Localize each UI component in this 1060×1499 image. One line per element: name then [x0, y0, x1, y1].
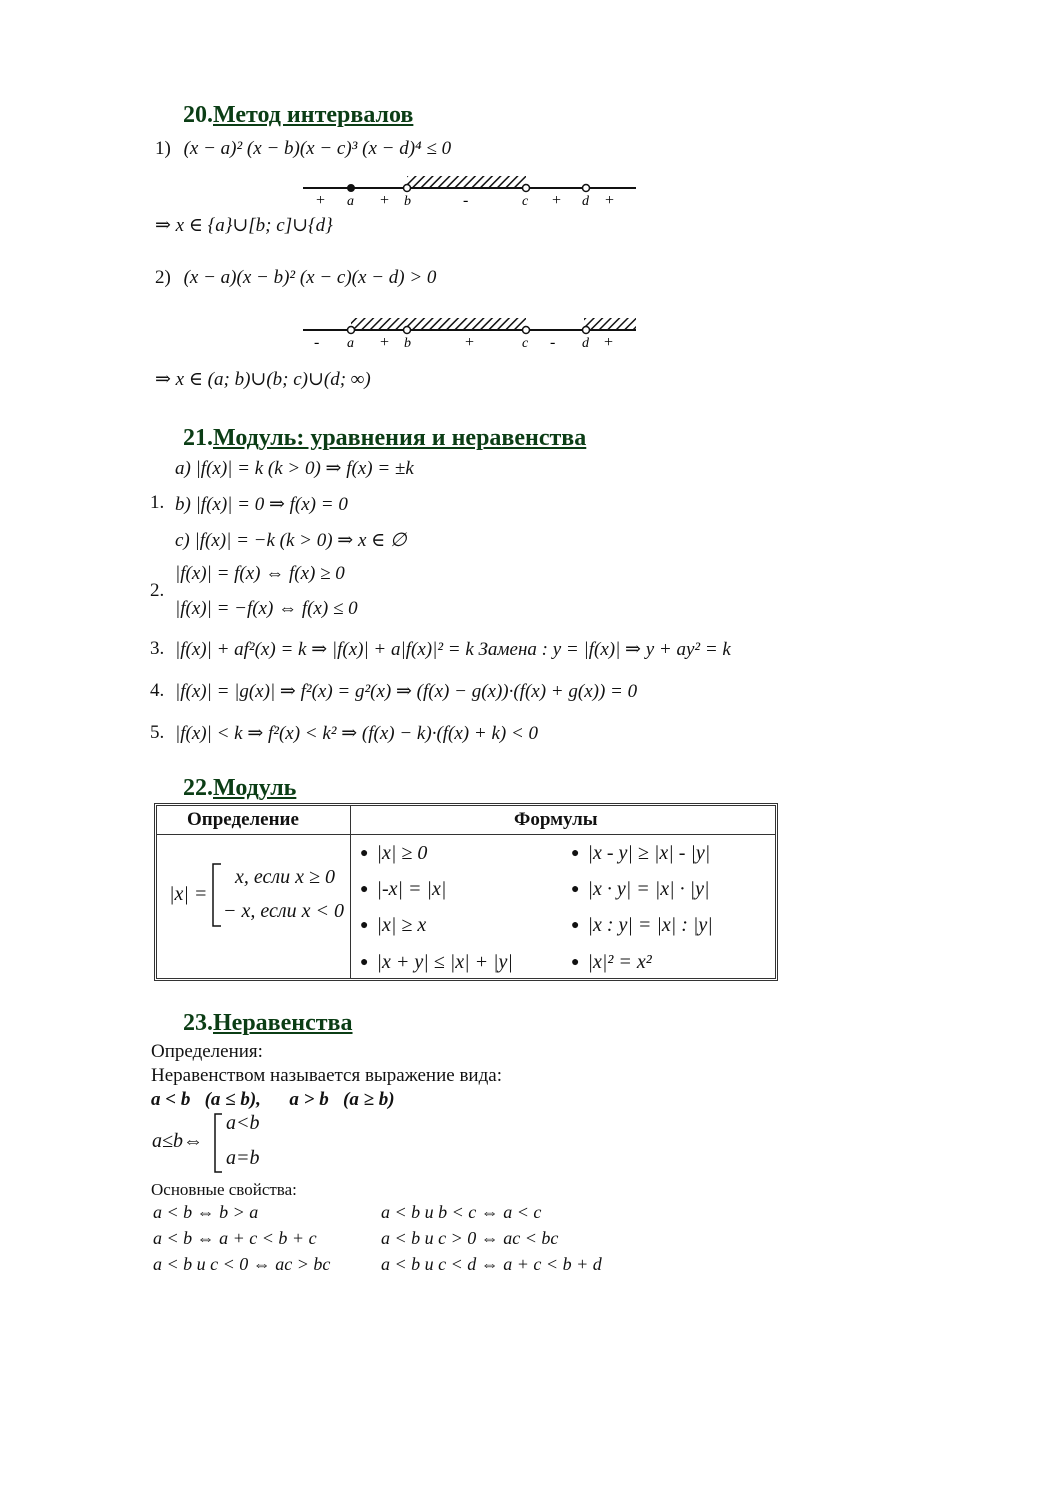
definition-lhs: |x| = [169, 883, 208, 905]
property-item: a < b и c > 0 ⇔ ac < bc [381, 1228, 559, 1248]
number-line-1 [300, 172, 645, 212]
point-label: b [404, 336, 411, 351]
formula-item: ● |x + y| ≤ |x| + |y| [360, 951, 513, 973]
point-d [583, 327, 590, 334]
problem-2-answer: ⇒ x ∈ (a; b)∪(b; c)∪(d; ∞) [155, 369, 371, 390]
bullet-icon: ● [571, 846, 580, 861]
inequality-forms: a < b (a ≤ b), a > b (a ≥ b) [151, 1089, 395, 1110]
formula-item: ● |-x| = |x| [360, 878, 447, 900]
rule-5-number: 5. [150, 722, 165, 743]
inequality-text: (x − a)(x − b)² (x − c)(x − d) > 0 [183, 267, 437, 288]
bullet-icon: ● [360, 918, 369, 933]
sign-label: + [552, 192, 562, 209]
point-label: d [582, 336, 589, 351]
point-label: a [347, 336, 354, 351]
formula-item: ● |x| ≥ x [360, 914, 427, 936]
point-label: c [522, 194, 529, 209]
bullet-icon: ● [571, 882, 580, 897]
formula-item: ● |x|² = x² [571, 951, 652, 973]
rule-4-number: 4. [150, 680, 165, 701]
rule-1b: b) |f(x)| = 0 ⇒ f(x) = 0 [175, 494, 348, 515]
bullet-icon: ● [360, 846, 369, 861]
bullet-icon: ● [571, 955, 580, 970]
rule-2-number: 2. [150, 580, 165, 601]
formula-item: ● |x · y| = |x| · |y| [571, 878, 710, 900]
point-label: c [522, 336, 529, 351]
point-b [404, 185, 411, 192]
item-number: 2) [155, 267, 171, 288]
sign-label: + [604, 334, 614, 351]
rule-2a: |f(x)| = f(x) ⇔ f(x) ≥ 0 [175, 563, 345, 584]
bullet-icon: ● [360, 955, 369, 970]
equivalence-lhs: a≤b⇔ [152, 1130, 203, 1152]
problem-2-inequality [155, 267, 436, 289]
section-20-heading [183, 102, 413, 129]
shaded-interval [351, 318, 526, 330]
modulus-table [154, 803, 778, 981]
point-label: d [582, 194, 589, 209]
point-c [523, 185, 530, 192]
bullet-icon: ● [571, 918, 580, 933]
problem-1-inequality [155, 138, 451, 160]
properties-label: Основные свойства: [151, 1180, 297, 1199]
equivalence-case-2: a=b [226, 1147, 260, 1169]
section-23-heading [183, 1010, 353, 1037]
formula-item: ● |x : y| = |x| : |y| [571, 914, 713, 936]
point-a [348, 327, 355, 334]
point-c [523, 327, 530, 334]
rule-1-number: 1. [150, 492, 165, 513]
column-header-definition: Определение [187, 809, 299, 830]
section-title: Модуль: уравнения и неравенства [213, 425, 587, 451]
sign-label: + [380, 192, 390, 209]
bullet-icon: ● [360, 882, 369, 897]
section-number: 20. [183, 102, 213, 128]
section-number: 23. [183, 1010, 213, 1036]
point-label: a [347, 194, 354, 209]
property-item: a < b ⇔ a + c < b + c [153, 1228, 317, 1248]
property-item: a < b и c < 0 ⇔ ac > bc [153, 1254, 331, 1274]
definition-case-negative: − x, если x < 0 [223, 900, 344, 922]
formula-item: ● |x - y| ≥ |x| - |y| [571, 842, 711, 864]
section-number: 21. [183, 425, 213, 451]
section-21-heading [183, 425, 586, 452]
point-d [583, 185, 590, 192]
sign-label: + [465, 334, 475, 351]
item-number: 1) [155, 138, 171, 159]
definitions-label: Определения: [151, 1041, 263, 1062]
point-label: b [404, 194, 411, 209]
equivalence-case-1: a<b [226, 1112, 260, 1134]
equivalence-bracket [211, 1112, 225, 1174]
sign-label: - [463, 192, 469, 209]
shaded-interval [584, 318, 636, 330]
sign-label: + [316, 192, 326, 209]
number-line-2 [300, 314, 645, 354]
rule-4: |f(x)| = |g(x)| ⇒ f²(x) = g²(x) ⇒ (f(x) − g(x))·(f(x) + g(x)) = 0 [175, 681, 638, 702]
definitions-text: Неравенством называется выражение вида: [151, 1065, 502, 1086]
section-22-heading [183, 775, 296, 802]
section-title: Неравенства [213, 1010, 353, 1036]
definition-case-positive: x, если x ≥ 0 [235, 866, 335, 888]
section-title: Метод интервалов [213, 102, 414, 128]
problem-1-answer: ⇒ x ∈ {a}∪[b; c]∪{d} [155, 215, 333, 236]
column-header-formulas: Формулы [514, 809, 598, 830]
sign-label: - [550, 334, 556, 351]
property-item: a < b и b < c ⇔ a < c [381, 1202, 542, 1222]
column-divider [350, 806, 351, 978]
sign-label: + [605, 192, 615, 209]
rule-1a: a) |f(x)| = k (k > 0) ⇒ f(x) = ±k [175, 458, 414, 479]
section-number: 22. [183, 775, 213, 801]
rule-1c: c) |f(x)| = −k (k > 0) ⇒ x ∈ ∅ [175, 530, 407, 551]
shaded-interval [407, 176, 526, 188]
property-item: a < b и c < d ⇔ a + c < b + d [381, 1254, 602, 1274]
inequality-text: (x − a)² (x − b)(x − c)³ (x − d)⁴ ≤ 0 [183, 138, 452, 159]
sign-label: + [380, 334, 390, 351]
property-item: a < b ⇔ b > a [153, 1202, 259, 1222]
section-title: Модуль [213, 775, 297, 801]
sign-label: - [314, 334, 320, 351]
formula-item: ● |x| ≥ 0 [360, 842, 428, 864]
point-b [404, 327, 411, 334]
rule-3-number: 3. [150, 638, 165, 659]
rule-5: |f(x)| < k ⇒ f²(x) < k² ⇒ (f(x) − k)·(f(x) + k) < 0 [175, 723, 539, 744]
point-a [348, 185, 355, 192]
rule-3: |f(x)| + af²(x) = k ⇒ |f(x)| + a|f(x)|² = k Замена : y = |f(x)| ⇒ y + ay² = k [175, 639, 731, 660]
rule-2b: |f(x)| = −f(x) ⇔ f(x) ≤ 0 [175, 598, 358, 619]
